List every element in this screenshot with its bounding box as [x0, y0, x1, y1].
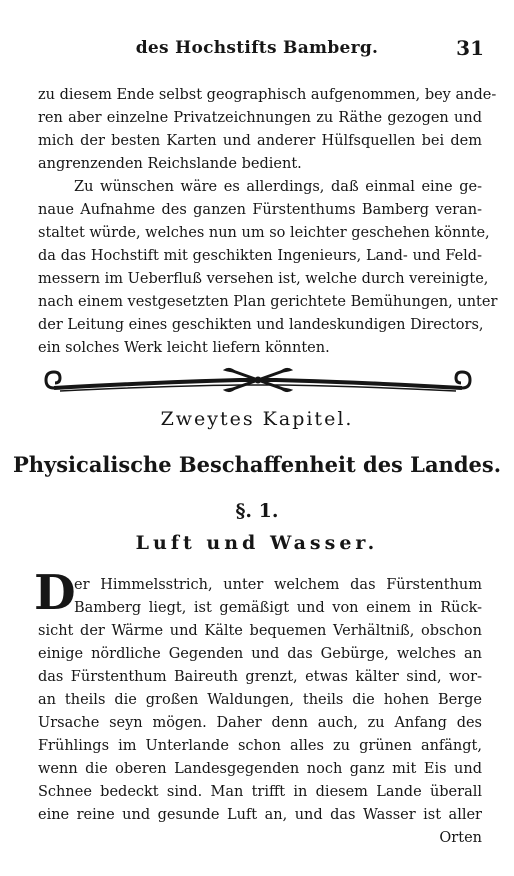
text-line: zu diesem Ende selbst geographisch aufgenommen, bey ande- — [38, 87, 497, 103]
text-line: Bamberg liegt, ist gemäßigt und von einem in Rück- — [74, 600, 482, 616]
text-line: naue Aufnahme des ganzen Fürstenthums Bamberg veran- — [38, 202, 482, 218]
subheading: Luft und Wasser. — [135, 532, 379, 554]
section-title: Physicalische Beschaffenheit des Landes. — [12, 452, 502, 477]
text-line: das Fürstenthum Baireuth grenzt, etwas kälter sind, wor- — [38, 669, 482, 685]
text-line: an theils die großen Waldungen, theils die hohen Berge — [38, 692, 482, 708]
text-line: angrenzenden Reichslande bedient. — [38, 156, 302, 172]
text-line: Frühlings im Unterlande schon alles zu grünen anfängt, — [38, 738, 482, 754]
text-line: ein solches Werk leicht liefern könnten. — [38, 340, 330, 356]
text-line: wenn die oberen Landesgegenden noch ganz mit Eis und — [38, 761, 482, 777]
text-line: Zu wünschen wäre es allerdings, daß einmal eine ge- — [74, 179, 482, 195]
upper-text-block — [38, 84, 498, 360]
text-line: staltet würde, welches nun um so leichter geschehen könnte, — [38, 225, 490, 241]
text-line: Schnee bedeckt sind. Man trifft in diesem Lande überall — [38, 784, 482, 800]
page-number: 31 — [456, 36, 484, 60]
chapter-heading: Zweytes Kapitel. — [160, 408, 354, 430]
text-line: eine reine und gesunde Luft an, und das Wasser ist aller — [38, 807, 482, 823]
paragraph-number: §. 1. — [235, 500, 279, 522]
running-head-title: des Hochstifts Bamberg. — [135, 38, 379, 58]
drop-cap: D — [34, 565, 76, 621]
text-line: einige nördliche Gegenden und das Gebürge, welches an — [38, 646, 482, 662]
text-line: da das Hochstift mit geschikten Ingenieurs, Land- und Feld- — [38, 248, 482, 264]
text-line: mich der besten Karten und anderer Hülfsquellen bei dem — [38, 133, 482, 149]
text-line: der Leitung eines geschikten und landeskundigen Directors, — [38, 317, 484, 333]
text-line: er Himmelsstrich, unter welchem das Fürstenthum — [74, 577, 482, 593]
text-line: ren aber einzelne Privatzeichnungen zu Räthe gezogen und — [38, 110, 482, 126]
text-line: Ursache seyn mögen. Daher denn auch, zu Anfang des — [38, 715, 482, 731]
text-line: sicht der Wärme und Kälte bequemen Verhältniß, obschon — [38, 623, 482, 639]
text-line: messern im Ueberfluß versehen ist, welche durch vereinigte, — [38, 271, 489, 287]
text-line: nach einem vestgesetzten Plan gerichtete Bemühungen, unter — [38, 294, 498, 310]
crossed-branches-ornament-icon — [40, 358, 476, 402]
lower-text-block — [34, 565, 482, 850]
catchword: Orten — [439, 830, 482, 846]
running-head — [0, 38, 514, 64]
